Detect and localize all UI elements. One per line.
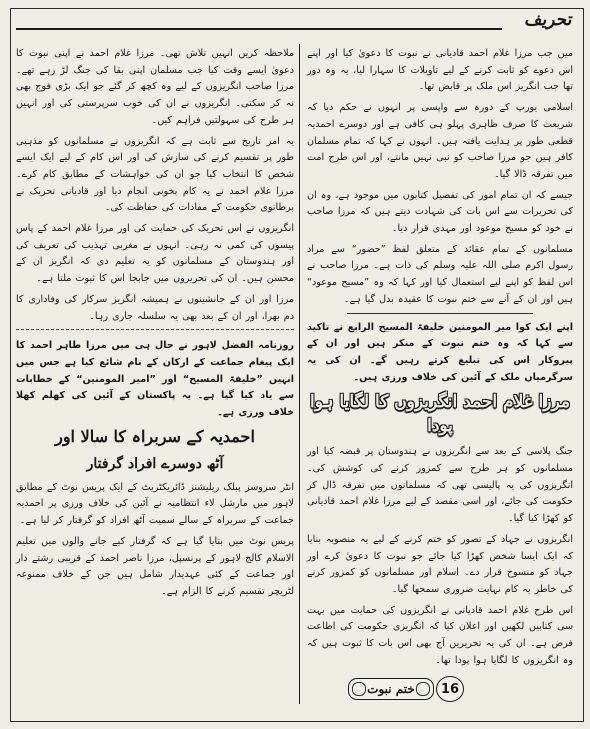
- news-headline-line-2: آٹھ دوسرے افراد گرفتار: [86, 455, 224, 472]
- right-paragraph-1: میں جب مرزا غلام احمد قادیانی نے نبوت کا دعویٰ کیا اور اپنے اس دعوے کو ثابت کرنے کے لیے تاویلات کا سہارا لیا، یہ وہ دور تھا جب انگریز اس ملک پر قابض تھا۔: [307, 48, 573, 93]
- news-separator: [16, 329, 294, 330]
- section-rule: [347, 313, 533, 314]
- right-paragraph-3: جیسے کہ ان تمام امور کی تفصیل کتابوں میں موجود ہے، وہ ان کی تحریرات سے اس بات کی شہادت دیتے ہیں کہ مرزا صاحب نے خود کو مسیح موعود اور مہدی قرار دیا۔: [307, 189, 573, 235]
- left-paragraph-1: ملاحظہ کریں انہیں تلاش تھی۔ مرزا غلام احمد نے اپنی نبوت کا دعویٰ ایسے وقت کیا جب مسلمان اپنی بقا کی جنگ لڑ رہے تھے۔ مرزا صاحب انگریزوں کے لیے وہ کچھ کر گئے جو ایک بڑی فوج بھی نہ کر سکتی۔ انگریزوں نے ان کی خوب سرپرستی کی اور انہیں ہر طرح کی سہولتیں فراہم کیں۔: [16, 48, 294, 126]
- header-rule: [16, 28, 502, 30]
- page-number: 16: [436, 676, 464, 702]
- right-body-2: انگریزوں نے جہاد کے تصور کو ختم کرنے کے لیے یہ منصوبہ بنایا کہ ایک ایسا شخص کھڑا کیا جائے جو نبوت کا دعویٰ کرے اور جہاد کو منسوخ قرار دے۔ اسلام اور مسلمانوں کو کمزور کرنے کی خاطر یہ کام نہایت ضروری سمجھا گیا۔: [307, 533, 573, 595]
- right-body-3: اس طرح غلام احمد قادیانی نے انگریزوں کی حمایت میں بہت سی کتابیں لکھیں اور اعلان کیا کہ انگریزی حکومت کی اطاعت فرض ہے۔ ان کی یہ تحریریں آج بھی اس بات کا ثبوت ہیں کہ وہ انگریزوں کا لگایا ہوا پودا تھا۔: [307, 604, 573, 666]
- running-head: تحریف: [523, 10, 574, 30]
- left-column: [16, 46, 294, 605]
- page-header: [10, 8, 582, 38]
- column-divider: [299, 44, 300, 704]
- magazine-badge: ختم نبوت: [348, 678, 434, 700]
- right-column: [307, 46, 573, 674]
- right-paragraph-2: اسلامی یورپ کے دورہ سے واپسی پر انہوں نے حکم دیا کہ شریعت کا صرف ظاہری پہلو ہی کافی ہے اور دوسرے احمدیہ قطعی طور پر ہدایت یافتہ ہیں۔ انہوں نے کہا کہ تمام مسلمان کافر ہیں جو مرزا صاحب کو نبی نہیں مانتے، اور اس طرح امت میں تفرقہ ڈالا گیا۔: [307, 102, 573, 180]
- left-paragraph-3: انگریزوں نے اس تحریک کی حمایت کی اور مرزا غلام احمد کے پاس پیسوں کی کمی نہ رہی۔ انہوں نے مغربی تہذیب کی تعریف کی اور ہندوستان کے مسلمانوں کو یہ تعلیم دی کہ انگریز ان کے محسن ہیں۔ ان کی تحریروں میں جابجا اس کا ثبوت ملتا ہے۔: [16, 223, 294, 285]
- news-intro: روزنامہ الفضل لاہور نے حال ہی میں مرزا طاہر احمد کا ایک پیغام جماعت کے ارکان کے نام شائع کیا ہے جس میں انہیں ”خلیفۃ المسیح“ اور ”امیر المومنین“ کے خطابات سے یاد کیا گیا ہے۔ یہ پاکستان کے آئین کی کھلم کھلا خلاف ورزی ہے۔: [16, 340, 294, 419]
- right-paragraph-4: مسلمانوں کے تمام عقائد کے متعلق لفظ ”حضور“ سے مراد رسول اکرم صلی اللہ علیہ وسلم کی ذات ہے۔ مرزا صاحب نے اس لفظ کو اپنے لیے استعمال کیا اور کہا کہ وہ ”مسیح موعود“ ہیں اور ان کے آنے سے ختم نبوت کا عقیدہ بدل گیا ہے۔: [307, 243, 573, 305]
- right-paragraph-5: اپنے ایک کوا میر المومنین خلیفۃ المسیح الرابع نے تاکید سے کہا کہ وہ ختم نبوت کے منکر ہیں اور ان کے پیروکار اس کی تبلیغ کرتے رہیں گے۔ ان کی یہ سرگرمیاں ملک کے آئین کی خلاف ورزی ہیں۔: [307, 321, 573, 383]
- right-headline: مرزا غلام احمد انگریزوں کا لگایا ہوا پودا: [310, 392, 570, 437]
- left-paragraph-2: یہ امر تاریخ سے ثابت ہے کہ انگریزوں نے مسلمانوں کو مذہبی طور پر تقسیم کرنے کی سازش کی اور اس کام کے لیے ایک ایسے شخص کا انتخاب کیا جو ان کی خواہشات کے مطابق کام کرے۔ مرزا غلام احمد نے یہ کام بخوبی انجام دیا اور قادیانی تحریک نے برطانوی حکومت کے مفادات کی حفاظت کی۔: [16, 135, 294, 214]
- left-body-1: انٹر سروسز پبلک ریلیشنز ڈائریکٹریٹ کے ایک پریس نوٹ کے مطابق لاہور میں مارشل لاء انتظامیہ نے آئین کی خلاف ورزی پر احمدیہ جماعت کے سربراہ کے سالے سمیت آٹھ افراد کو گرفتار کر لیا ہے۔: [16, 481, 294, 527]
- left-body-2: پریس نوٹ میں بتایا گیا ہے کہ گرفتار کیے جانے والوں میں تعلیم الاسلام کالج لاہور کے پرنسپل، مرزا ناصر احمد کے قریبی رشتے دار اور جماعت کے کئی عہدیدار شامل ہیں جن کے خلاف ممنوعہ لٹریچر تقسیم کرنے کا الزام ہے۔: [16, 535, 294, 597]
- left-paragraph-4: مرزا اور ان کے جانشینوں نے ہمیشہ انگریز سرکار کی وفاداری کا دم بھرا، اور ان کے بعد بھی یہ سلسلہ جاری رہا۔: [16, 293, 294, 322]
- news-headline-line-1: احمدیہ کے سربراہ کا سالا اور: [55, 426, 255, 446]
- right-body-1: جنگ پلاسی کے بعد سے انگریزوں نے ہندوستان پر قبضہ کیا اور مسلمانوں کو ہر طرح سے کمزور کرنے کی کوشش کی۔ انگریزوں کی یہ پالیسی تھی کہ مسلمانوں میں تفرقہ ڈال کر حکومت کی جائے، اور اسی مقصد کے لیے مرزا غلام احمد قادیانی کو کھڑا کیا گیا۔: [307, 446, 573, 525]
